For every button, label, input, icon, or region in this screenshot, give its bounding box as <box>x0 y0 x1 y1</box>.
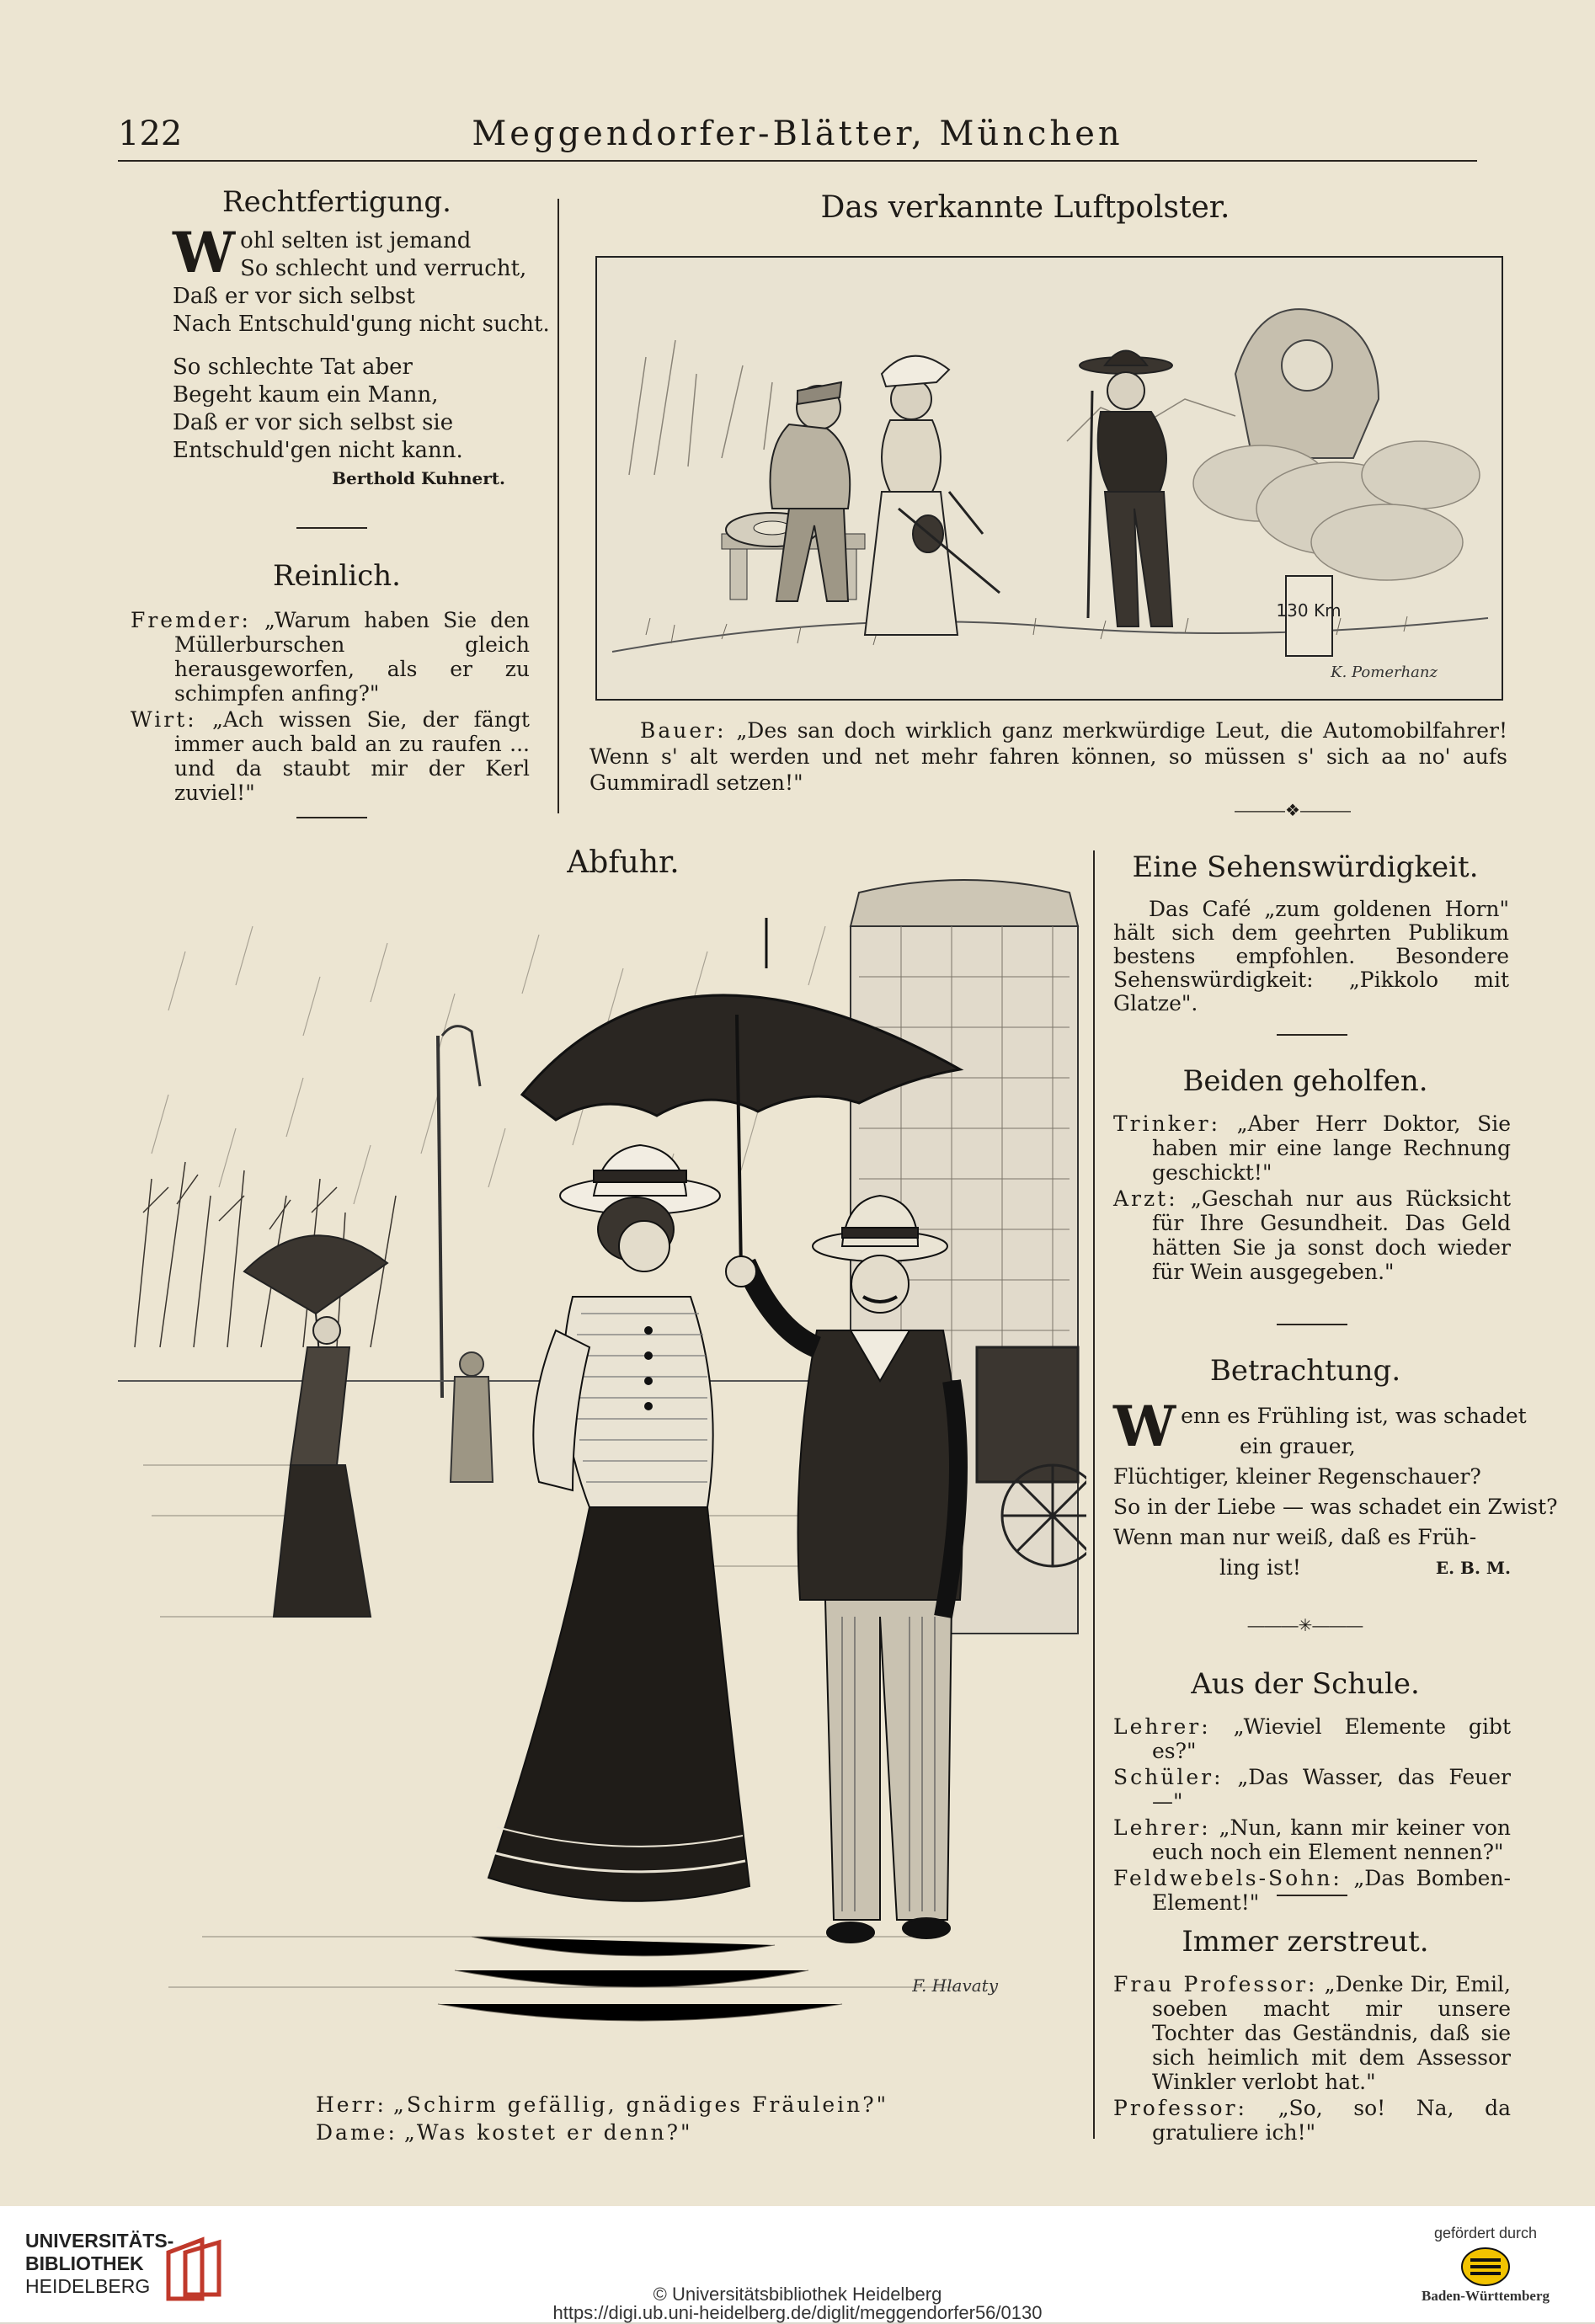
dialog-entry: Lehrer: „Wieviel Elemente gibt es?" <box>1113 1714 1511 1763</box>
dialog-entry: Arzt: „Geschah nur aus Rücksicht für Ihre Gesundheit. Das Geld hätten Sie ja sonst doch wieder für Wein ausgegeben." <box>1113 1186 1511 1284</box>
funded-name: Baden-Württemberg <box>1421 2288 1550 2304</box>
heading-zerstreut: Immer zerstreut. <box>1182 1925 1429 1959</box>
section-separator <box>1277 1034 1347 1036</box>
library-name-line2: BIBLIOTHEK <box>25 2252 144 2274</box>
dialog-schule <box>1113 1714 1511 1916</box>
dialog-entry: Feldwebels-Sohn: „Das Bomben-Element!" <box>1113 1866 1512 1915</box>
illustration-luftpolster <box>595 256 1503 701</box>
caption-line: Herr: „Schirm gefällig, gnädiges Fräulein?" <box>316 2092 889 2117</box>
illustration-signature: K. Pomerhanz <box>1331 664 1438 681</box>
speaker: Wirt: <box>131 707 197 732</box>
speaker: Fremder: <box>131 608 251 632</box>
caption-line: Dame: „Was kostet er denn?" <box>316 2120 693 2145</box>
poem-line: Nach Entschuld'gung nicht sucht. <box>173 312 550 337</box>
heading-schule: Aus der Schule. <box>1191 1667 1420 1701</box>
page-number: 122 <box>118 115 183 153</box>
author: E. B. M. <box>1435 1558 1511 1578</box>
poem-line: ling ist! <box>1219 1555 1301 1580</box>
poem-line: Wenn man nur weiß, daß es Früh- <box>1113 1525 1477 1549</box>
heading-reinlich: Reinlich. <box>273 559 401 593</box>
dialog-entry: Wirt: „Ach wissen Sie, der fängt immer auch bald an zu raufen ... und da staubt mir der Kerl zuviel!" <box>131 707 530 805</box>
speaker: Professor: <box>1113 2096 1247 2120</box>
dialog-entry: Trinker: „Aber Herr Doktor, Sie haben mir eine lange Rechnung geschickt!" <box>1113 1111 1511 1185</box>
speaker: Arzt: <box>1113 1186 1178 1211</box>
dialog-zerstreut <box>1113 1972 1511 2146</box>
page-title: Meggendorfer-Blätter, München <box>472 115 1123 153</box>
illustration-signature: F. Hlavaty <box>912 1975 998 1996</box>
speaker: Lehrer: <box>1113 1714 1211 1739</box>
poem-line: ein grauer, <box>1240 1434 1356 1458</box>
heading-betrachtung: Betrachtung. <box>1209 1354 1401 1388</box>
dialog-beiden <box>1113 1111 1511 1286</box>
footer <box>0 2206 1595 2322</box>
poem-line: enn es Frühling ist, was schadet <box>1181 1404 1527 1428</box>
poem-line: Daß er vor sich selbst sie <box>173 410 454 435</box>
library-name-line3: HEIDELBERG <box>25 2275 151 2297</box>
section-separator <box>1277 1324 1347 1325</box>
poem-line: So schlecht und verrucht, <box>240 256 527 281</box>
heading-luftpolster: Das verkannte Luftpolster. <box>820 190 1230 225</box>
caption-abfuhr <box>316 2092 1057 2147</box>
milestone-text: 130 Km <box>1276 600 1342 621</box>
dialog-entry: Lehrer: „Nun, kann mir keiner von euch noch ein Element nennen?" <box>1113 1815 1511 1864</box>
dialog-entry: Schüler: „Das Wasser, das Feuer —" <box>1113 1765 1511 1814</box>
poem-betrachtung <box>1113 1394 1558 1583</box>
coat-of-arms-icon <box>1460 2247 1511 2287</box>
speaker: Schüler: <box>1113 1765 1224 1789</box>
column-rule-right <box>1093 850 1095 2139</box>
dropcap: W <box>1113 1394 1176 1459</box>
section-separator <box>1277 1895 1347 1896</box>
header-rule <box>118 160 1477 162</box>
poem-rechtfertigung <box>173 220 550 493</box>
dialog-reinlich <box>131 608 530 807</box>
ornament: ―――❖――― <box>1235 800 1351 820</box>
poem-line: So in der Liebe — was schadet ein Zwist? <box>1113 1495 1558 1519</box>
copyright-text: © Universitätsbibliothek Heidelberg <box>653 2284 942 2305</box>
library-name-line1: UNIVERSITÄTS- <box>25 2230 174 2252</box>
section-separator <box>296 527 367 529</box>
ornament: ―――✳――― <box>1247 1615 1363 1635</box>
caption-luftpolster: Bauer: „Des san doch wirklich ganz merkwürdige Leut, die Automobilfahrer! Wenn s' alt werden und net mehr fahren können, so müssen s' sich aa no' aufs Gummiradl setzen!" <box>589 718 1507 795</box>
poem-line: Flüchtiger, kleiner Regenschauer? <box>1113 1464 1481 1489</box>
dialog-entry: Professor: „So, so! Na, da gratuliere ich!" <box>1113 2096 1512 2145</box>
speaker: Dame: <box>316 2120 397 2145</box>
source-url[interactable]: https://digi.ub.uni-heidelberg.de/diglit/meggendorfer56/0130 <box>552 2302 1043 2323</box>
speaker: Feldwebels-Sohn: <box>1113 1866 1342 1890</box>
funded-by <box>1406 2225 1566 2305</box>
text-sehenswuerdigkeit: Das Café „zum goldenen Horn" hält sich dem geehrten Publikum bestens empfohlen. Besondere Sehenswürdigkeit: „Pikkolo mit Glatze". <box>1113 897 1509 1015</box>
speaker: Frau Professor: <box>1113 1972 1318 1996</box>
speaker: Lehrer: <box>1113 1815 1211 1840</box>
poem-line: ohl selten ist jemand <box>240 228 472 253</box>
heading-sehenswuerdigkeit: Eine Sehenswürdigkeit. <box>1132 850 1479 884</box>
poem-line: Entschuld'gen nicht kann. <box>173 438 463 463</box>
speaker: Trinker: <box>1113 1111 1221 1136</box>
column-rule-top <box>557 199 559 813</box>
author: Berthold Kuhnert. <box>332 468 505 488</box>
poem-line: Daß er vor sich selbst <box>173 284 415 309</box>
heading-abfuhr: Abfuhr. <box>567 845 680 880</box>
speaker: Bauer: <box>640 718 727 743</box>
section-separator <box>296 817 367 818</box>
dialog-entry: Fremder: „Warum haben Sie den Müllerburschen gleich herausgeworfen, als er zu schimpfen anfing?" <box>131 608 530 706</box>
poem-line: So schlechte Tat aber <box>173 354 413 380</box>
dialog-entry: Frau Professor: „Denke Dir, Emil, soeben macht mir unsere Tochter das Geständnis, daß sie sich heimlich mit dem Assessor Winkler verlobt hat." <box>1113 1972 1511 2094</box>
illustration-abfuhr <box>118 876 1086 2088</box>
funded-label: gefördert durch <box>1433 2225 1538 2241</box>
dropcap: W <box>173 220 236 285</box>
heading-beiden: Beiden geholfen. <box>1182 1064 1428 1098</box>
heading-rechtfertigung: Rechtfertigung. <box>222 185 451 219</box>
speaker: Herr: <box>316 2092 387 2117</box>
poem-line: Begeht kaum ein Mann, <box>173 382 439 408</box>
